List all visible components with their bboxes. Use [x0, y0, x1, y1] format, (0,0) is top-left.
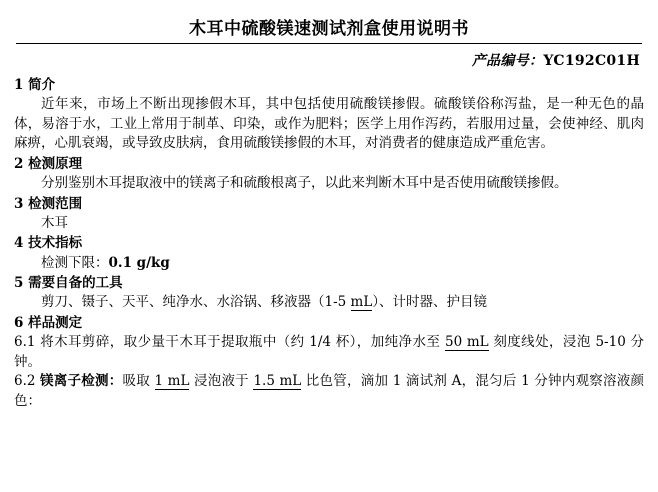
page-title: 木耳中硫酸镁速测试剂盒使用说明书 [189, 19, 469, 39]
step-6-1-number: 6.1 [14, 334, 36, 351]
section-body-3: 木耳 [41, 214, 68, 231]
section-heading-2: 2 检测原理 [14, 155, 83, 172]
section-body-2: 分别鉴别木耳提取液中的镁离子和硫酸根离子，以此来判断木耳中是否使用硫酸镁掺假。 [41, 175, 568, 192]
step-6-1: 6.1 将木耳剪碎，取少量干木耳于提取瓶中（约 1/4 杯），加纯净水至 50 mL 刻度线处，浸泡 5-10 分钟。 [14, 334, 644, 370]
detection-limit-value: 0.1 g/kg [108, 254, 170, 271]
product-code-value: YC192C01H [543, 53, 640, 69]
section-body-1: 近年来，市场上不断出现掺假木耳，其中包括使用硫酸镁掺假。硫酸镁俗称泻盐，是一种无色的晶体，易溶于水，工业上常用于制革、印染，或作为肥料；医学上用作泻药，若服用过量，会使神经、肌肉麻痹，心肌衰竭，或导致皮肤病，食用硫酸镁掺假的木耳，对消费者的健康造成严重危害。 [14, 96, 644, 152]
section-heading-6: 6 样品测定 [14, 315, 83, 332]
step-6-2: 6.2 镁离子检测：吸取 1 mL 浸泡液于 1.5 mL 比色管，滴加 1 滴试剂 A，混匀后 1 分钟内观察溶液颜色： [14, 373, 644, 409]
section-heading-4: 4 技术指标 [14, 235, 83, 252]
product-code-label: 产品编号： [471, 53, 544, 69]
section-heading-5: 5 需要自备的工具 [14, 275, 123, 292]
section-heading-1: 1 简介 [14, 77, 56, 93]
title-divider [16, 43, 642, 44]
step-6-2-label: 镁离子检测： [40, 373, 123, 390]
detection-limit-label: 检测下限： [41, 254, 109, 271]
tools-list-text: 剪刀、镊子、天平、纯净水、水浴锅、移液器（1-5 mL）、计时器、护目镜 [41, 294, 488, 311]
step-6-2-number: 6.2 [14, 373, 36, 390]
section-body-5 [14, 293, 644, 313]
product-code [14, 50, 640, 70]
section-heading-3: 3 检测范围 [14, 195, 83, 212]
section-body-4 [14, 254, 644, 274]
